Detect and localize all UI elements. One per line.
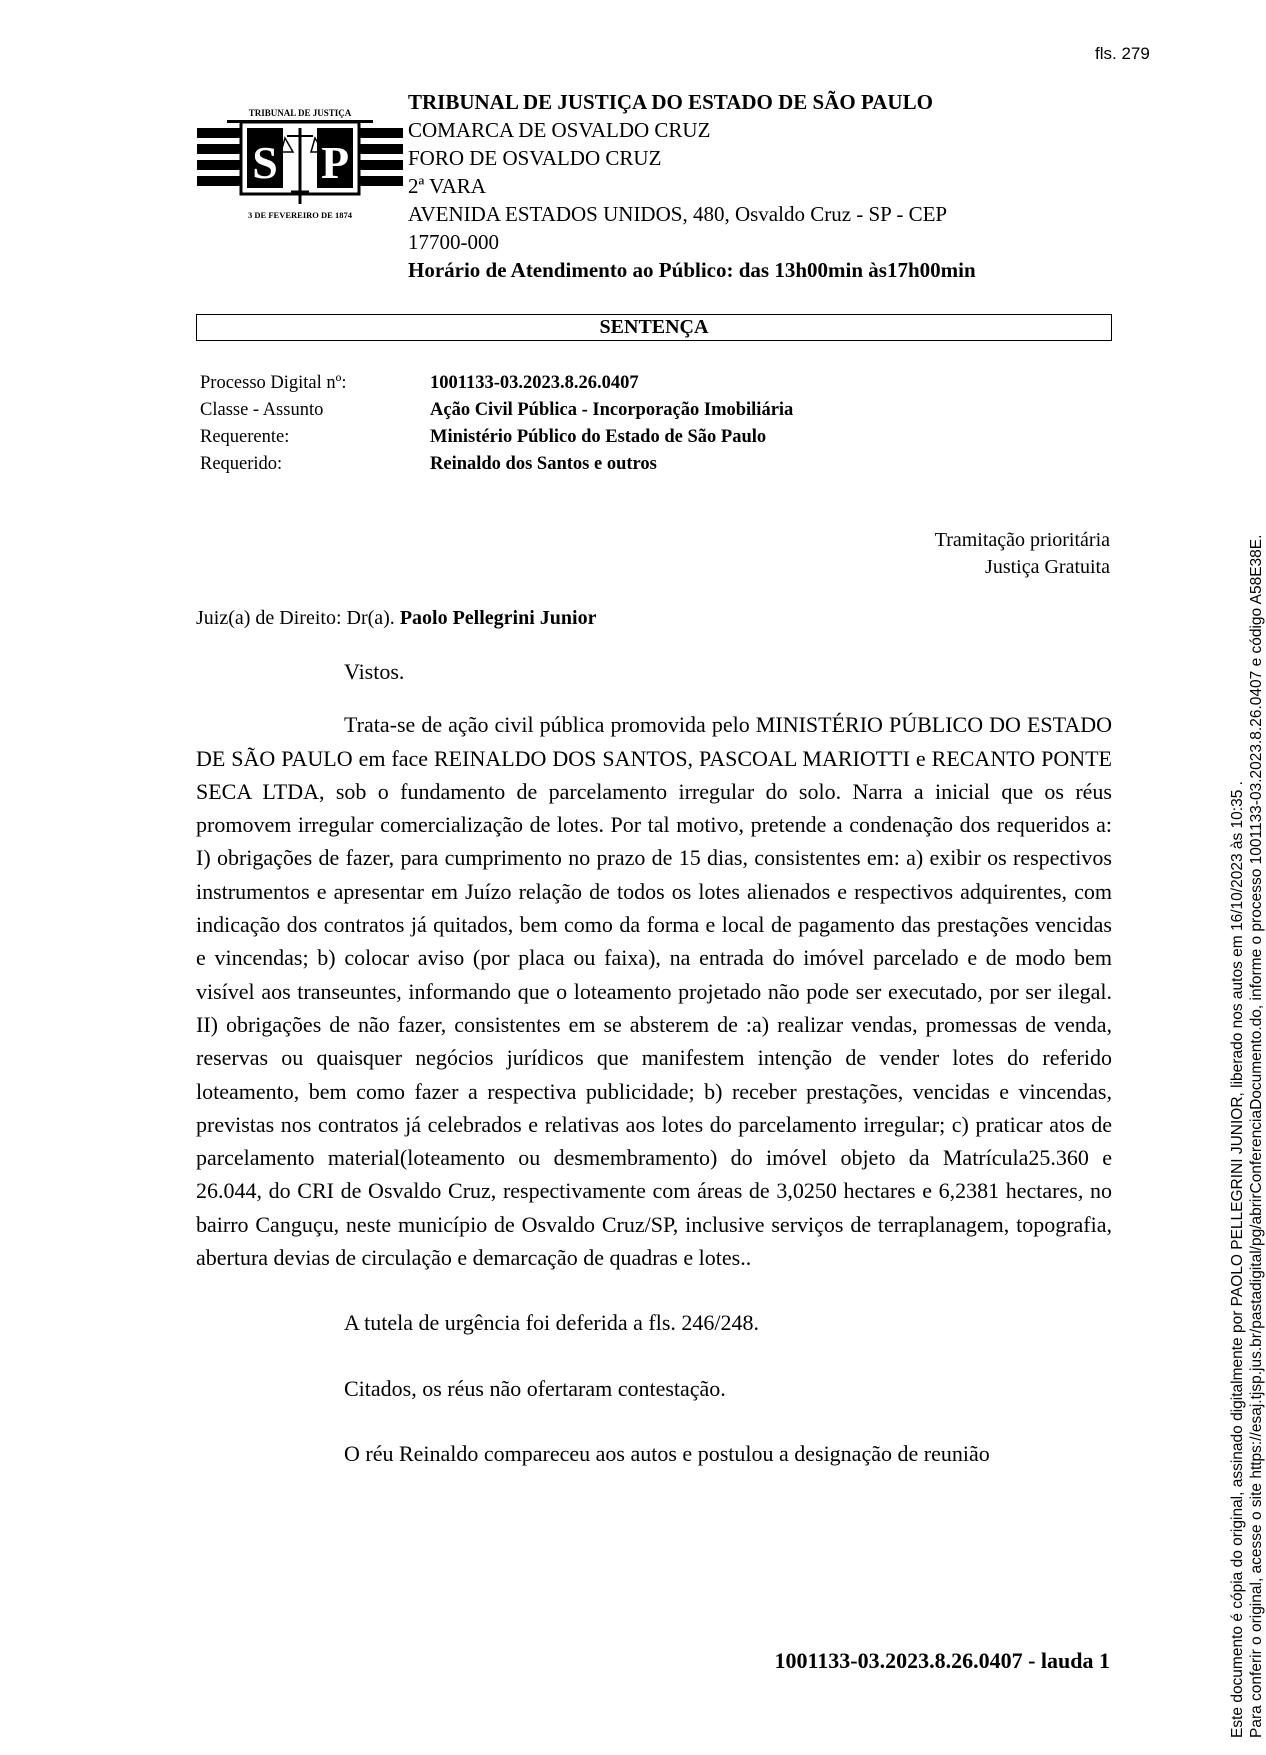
meta-label: Requerido:	[200, 454, 283, 474]
free-justice-flag: Justiça Gratuita	[985, 556, 1110, 578]
logo-bottom-text: 3 DE FEVEREIRO DE 1874	[248, 210, 352, 220]
meta-value: Ministério Público do Estado de São Paulo	[430, 427, 767, 447]
signature-note-line-1: Este documento é cópia do original, assinado digitalmente por PAOLO PELLEGRINI JUNIOR, liberado nos autos em 16/10/2023 às 10:35 .	[1229, 781, 1246, 1738]
meta-label: Requerente:	[200, 427, 290, 447]
signature-note-line-2: Para conferir o original, acesse o site https://esaj.tjsp.jus.br/pastadigital/pg/abrirConferenciaDocumento.do, informe o processo 1001133-03.2023.8.26.0407 e código A58E38E.	[1248, 534, 1265, 1738]
page-footer: 1001133-03.2023.8.26.0407 - lauda 1	[774, 1648, 1110, 1673]
paragraph: Vistos.	[344, 659, 405, 684]
judge-line	[196, 607, 596, 630]
paragraph: Citados, os réus não ofertaram contestação.	[344, 1375, 726, 1401]
court-header	[408, 88, 1128, 284]
digital-signature-note	[1228, 278, 1266, 1738]
meta-label: Processo Digital nº:	[200, 373, 347, 393]
judge-label: Juiz(a) de Direito: Dr(a).	[196, 607, 395, 629]
address-line-2: 17700-000	[408, 230, 499, 254]
sentence-body	[196, 655, 1112, 1502]
meta-row	[200, 451, 793, 478]
court-name: TRIBUNAL DE JUSTIÇA DO ESTADO DE SÃO PAULO	[408, 90, 933, 114]
meta-row	[200, 370, 793, 397]
meta-value: 1001133-03.2023.8.26.0407	[430, 373, 639, 393]
meta-value: Ação Civil Pública - Incorporação Imobiliária	[430, 400, 794, 420]
case-metadata	[200, 370, 793, 478]
page-number: fls. 279	[1095, 44, 1150, 63]
document-type-title: SENTENÇA	[196, 314, 1112, 341]
vara: 2ª VARA	[408, 174, 486, 198]
court-logo	[197, 78, 403, 228]
meta-value: Reinaldo dos Santos e outros	[430, 454, 657, 474]
foro: FORO DE OSVALDO CRUZ	[408, 146, 662, 170]
address-line-1: AVENIDA ESTADOS UNIDOS, 480, Osvaldo Cruz - SP - CEP	[408, 202, 948, 226]
logo-letter-p: P	[320, 137, 350, 188]
priority-flag: Tramitação prioritária	[934, 529, 1110, 551]
logo-top-text: TRIBUNAL DE JUSTIÇA	[248, 108, 352, 118]
meta-row	[200, 424, 793, 451]
paragraph: O réu Reinaldo compareceu aos autos e postulou a designação de reunião	[344, 1440, 990, 1466]
paragraph: A tutela de urgência foi deferida a fls. 246/248.	[344, 1310, 760, 1336]
meta-label: Classe - Assunto	[200, 400, 324, 420]
judge-name: Paolo Pellegrini Junior	[399, 607, 597, 629]
meta-row	[200, 397, 793, 424]
comarca: COMARCA DE OSVALDO CRUZ	[408, 118, 711, 142]
case-flags	[935, 527, 1110, 581]
office-hours: Horário de Atendimento ao Público: das 13h00min às17h00min	[408, 258, 976, 282]
logo-letter-s: S	[252, 137, 278, 188]
paragraph: Trata-se de ação civil pública promovida pelo MINISTÉRIO PÚBLICO DO ESTADO DE SÃO PAULO em face REINALDO DOS SANTOS, PASCOAL MARIOTTI e RECANTO PONTE SECA LTDA, sob o fundamento de parcelamento irregular do solo. Narra a inicial que os réus promovem irregular comercialização de lotes. Por tal motivo, pretende a condenação dos requeridos a: I) obrigações de fazer, para cumprimento no prazo de 15 dias, consistentes em: a) exibir os respectivos instrumentos e apresentar em Juízo relação de todos os lotes alienados e respectivos adquirentes, com indicação dos contratos já quitados, bem como da forma e local de pagamento das prestações vencidas e vincendas; b) colocar aviso (por placa ou faixa), na entrada do imóvel parcelado e de modo bem visível aos transeuntes, informando que o loteamento projetado não pode ser executado, por ser ilegal. II) obrigações de não fazer, consistentes em se absterem de :a) realizar vendas, promessas de venda, reservas ou quaisquer negócios jurídicos que manifestem intenção de vender lotes do referido loteamento, bem como fazer a respectiva publicidade; b) receber prestações, vencidas e vincendas, previstas nos contratos já celebrados e relativas aos lotes do parcelamento irregular; c) praticar atos de parcelamento material(loteamento ou desmembramento) do imóvel objeto da Matrícula25.360 e 26.044, do CRI de Osvaldo Cruz, respectivamente com áreas de 3,0250 hectares e 6,2381 hectares, no bairro Canguçu, neste município de Osvaldo Cruz/SP, inclusive serviços de terraplanagem, topografia, abertura devias de circulação e demarcação de quadras e lotes..	[196, 712, 1112, 1271]
